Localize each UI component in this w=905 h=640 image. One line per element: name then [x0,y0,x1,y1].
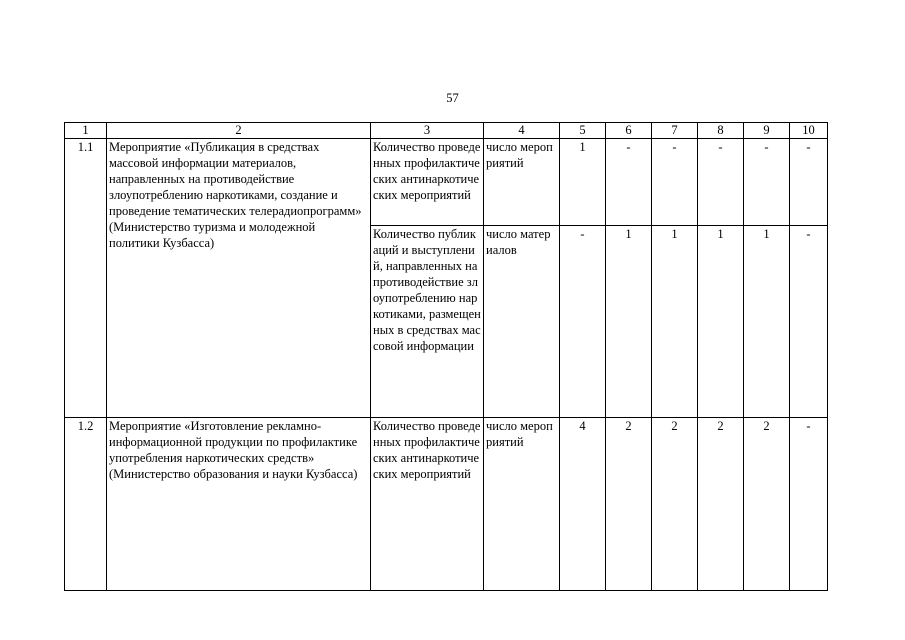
header-row [65,123,828,139]
event-description: Мероприятие «Публикация в средствах массовой информации материалов, направленных на противодействие злоупотреблению наркотиками, создание и проведение тематических телерадиопрограмм» (Министерство туризма и молодежной политики Кузбасса) [107,139,371,418]
table-row [65,418,828,591]
indicators-table [64,122,828,591]
column-header: 7 [652,123,698,139]
row-number: 1.2 [65,418,107,591]
value-cell: - [606,139,652,226]
value-cell: 1 [652,226,698,418]
column-header: 3 [371,123,484,139]
column-header: 5 [560,123,606,139]
value-cell: 4 [560,418,606,591]
value-cell: 2 [698,418,744,591]
value-cell: 1 [698,226,744,418]
column-header: 1 [65,123,107,139]
indicator-unit: число мероприятий [484,139,560,226]
value-cell: - [744,139,790,226]
indicator-unit: число материалов [484,226,560,418]
column-header: 10 [790,123,828,139]
row-number: 1.1 [65,139,107,418]
indicator-name: Количество публикаций и выступлений, направленных на противодействие злоупотреблению наркотиками, размещенных в средствах массовой информации [371,226,484,418]
page-number: 57 [446,91,459,105]
value-cell: 2 [744,418,790,591]
value-cell: 1 [744,226,790,418]
column-header: 4 [484,123,560,139]
value-cell: 2 [606,418,652,591]
table-row [65,139,828,226]
column-header: 8 [698,123,744,139]
value-cell: - [790,226,828,418]
indicator-name: Количество проведенных профилактических антинаркотических мероприятий [371,418,484,591]
indicator-unit: число мероприятий [484,418,560,591]
column-header: 9 [744,123,790,139]
value-cell: - [790,139,828,226]
value-cell: 1 [560,139,606,226]
column-header: 2 [107,123,371,139]
value-cell: - [652,139,698,226]
value-cell: - [560,226,606,418]
value-cell: - [790,418,828,591]
value-cell: 1 [606,226,652,418]
event-description: Мероприятие «Изготовление рекламно-информационной продукции по профилактике употребления наркотических средств» (Министерство образования и науки Кузбасса) [107,418,371,591]
value-cell: - [698,139,744,226]
indicator-name: Количество проведенных профилактических антинаркотических мероприятий [371,139,484,226]
column-header: 6 [606,123,652,139]
value-cell: 2 [652,418,698,591]
